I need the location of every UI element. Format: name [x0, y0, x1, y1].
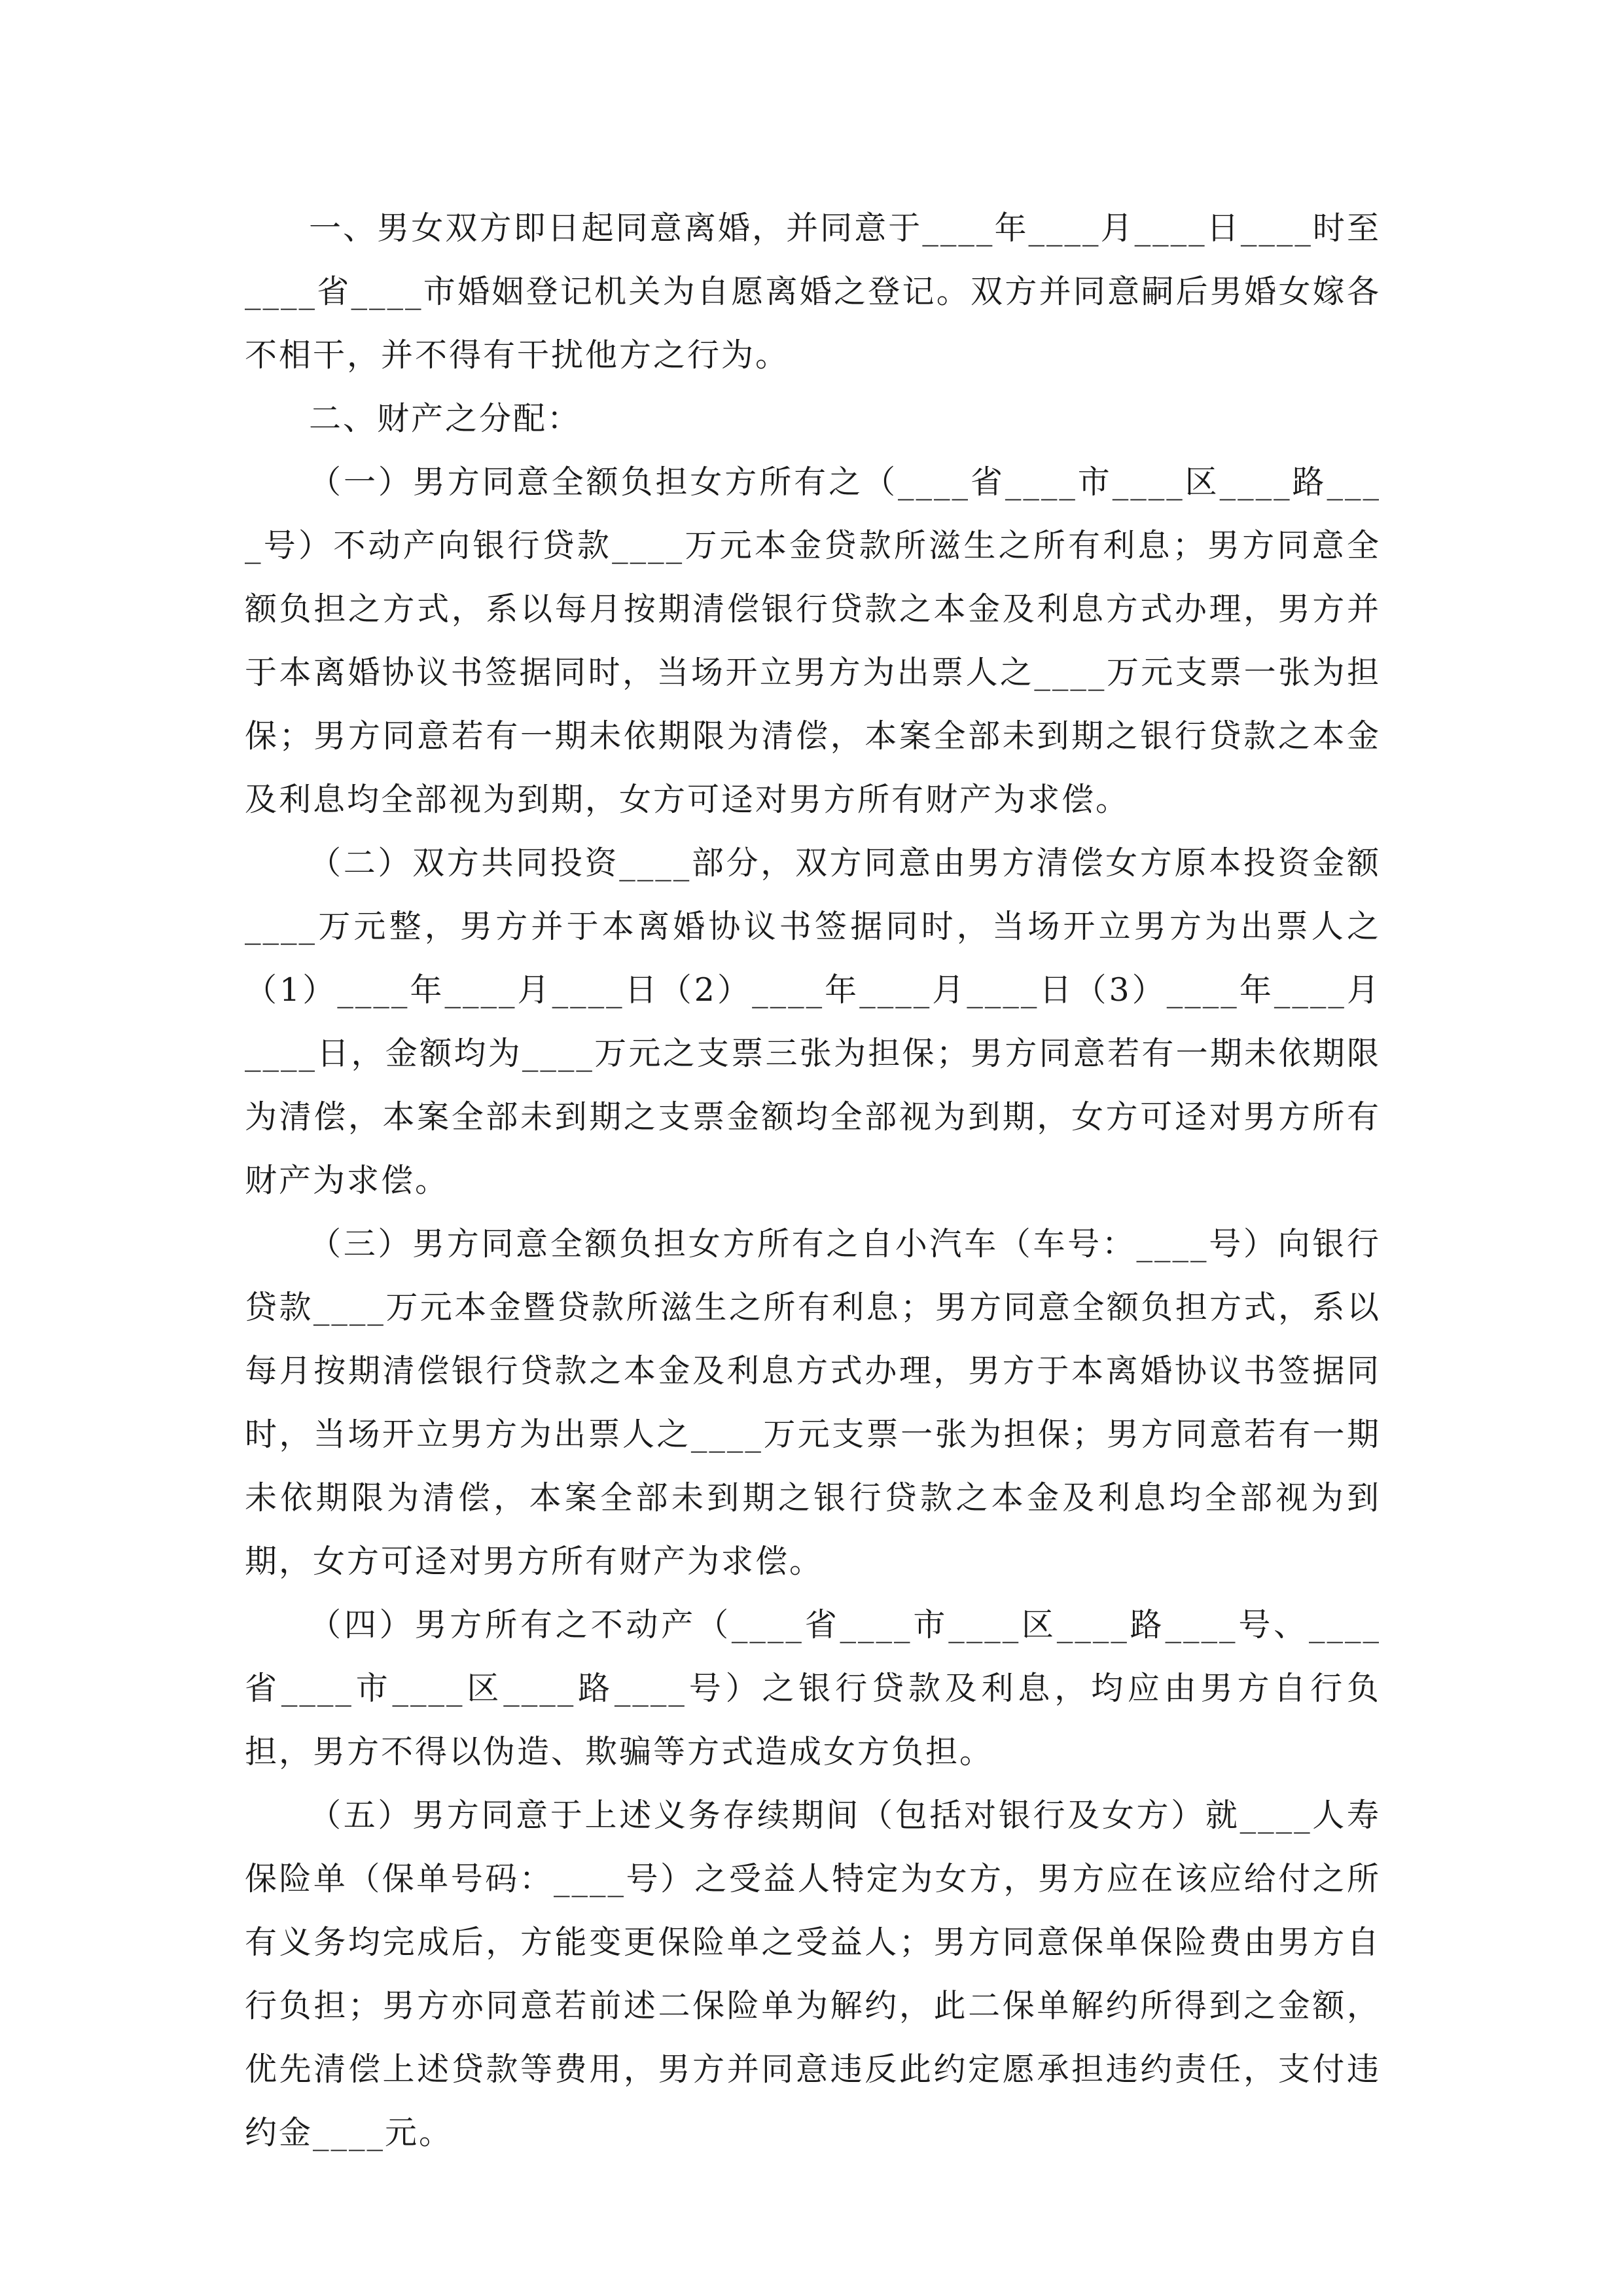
clause-2-3-paragraph: （三）男方同意全额负担女方所有之自小汽车（车号：____号）向银行贷款____万元本金暨贷款所滋生之所有利息；男方同意全额负担方式，系以每月按期清偿银行贷款之本金及利息方式办理，男方于本离婚协议书签据同时，当场开立男方为出票人之____万元支票一张为担保；男方同意若有一期未依期限为清偿，本案全部未到期之银行贷款之本金及利息均全部视为到期，女方可迳对男方所有财产为求偿。: [245, 1225, 1381, 1580]
document-body: [245, 196, 1381, 2164]
clause-1-paragraph: 一、男女双方即日起同意离婚，并同意于____年____月____日____时至____省____市婚姻登记机关为自愿离婚之登记。双方并同意嗣后男婚女嫁各不相干，并不得有干扰他方之行为。: [245, 209, 1381, 374]
clause-2-4-paragraph: （四）男方所有之不动产（____省____市____区____路____号、____省____市____区____路____号）之银行贷款及利息，均应由男方自行负担，男方不得以伪造、欺骗等方式造成女方负担。: [245, 1606, 1381, 1770]
clause-2-2-paragraph: （二）双方共同投资____部分，双方同意由男方清偿女方原本投资金额____万元整，男方并于本离婚协议书签据同时，当场开立男方为出票人之（1）____年____月____日（2）____年____月____日（3）____年____月____日，金额均为____万元之支票三张为担保；男方同意若有一期未依期限为清偿，本案全部未到期之支票金额均全部视为到期，女方可迳对男方所有财产为求偿。: [245, 844, 1381, 1199]
clause-2-heading: 二、财产之分配：: [309, 400, 582, 437]
clause-2-5-paragraph: （五）男方同意于上述义务存续期间（包括对银行及女方）就____人寿保险单（保单号码：____号）之受益人特定为女方，男方应在该应给付之所有义务均完成后，方能变更保险单之受益人；男方同意保单保险费由男方自行负担；男方亦同意若前述二保险单为解约，此二保单解约所得到之金额，优先清偿上述贷款等费用，男方并同意违反此约定愿承担违约责任，支付违约金____元。: [245, 1797, 1381, 2151]
clause-2-1-paragraph: （一）男方同意全额负担女方所有之（____省____市____区____路____号）不动产向银行贷款____万元本金贷款所滋生之所有利息；男方同意全额负担之方式，系以每月按期清偿银行贷款之本金及利息方式办理，男方并于本离婚协议书签据同时，当场开立男方为出票人之____万元支票一张为担保；男方同意若有一期未依期限为清偿，本案全部未到期之银行贷款之本金及利息均全部视为到期，女方可迳对男方所有财产为求偿。: [245, 463, 1381, 818]
